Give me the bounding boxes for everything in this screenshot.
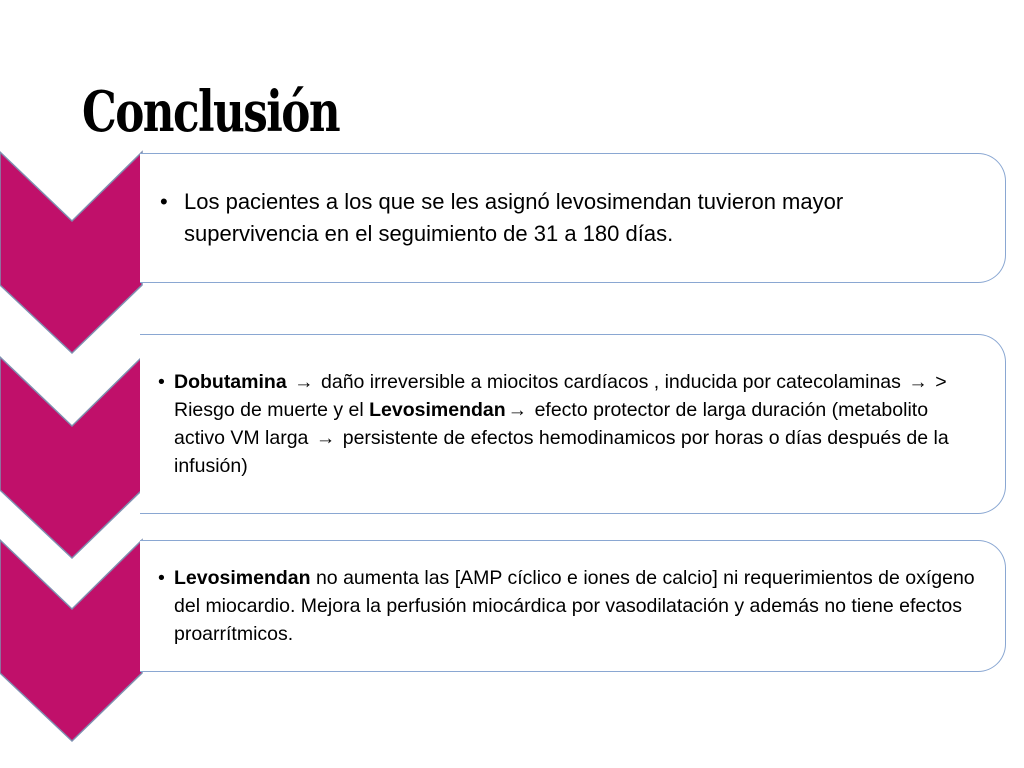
term-levosimendan: Levosimendan [174,567,311,589]
step-2-part-1: daño irreversible a miocitos cardíacos , inducida por catecolaminas [315,371,907,393]
step-2-part-3: efecto protector de larga duración (metabolito activo VM larga [174,399,929,449]
chevron-step-2 [0,357,142,558]
bullet-item [140,368,1005,480]
slide-title: Conclusión [82,79,340,145]
step-1-text [184,186,981,250]
bullet-point: • [160,189,168,214]
chevron-step-3 [0,540,142,741]
bullet-item [140,186,1005,250]
right-arrow-icon: → [908,371,928,393]
bullet-item [140,564,1005,648]
bullet-point: • [158,371,165,393]
step-card-1 [140,153,1006,283]
step-3-text [174,564,981,648]
term-levosimendan: Levosimendan [369,399,506,421]
term-dobutamina: Dobutamina [174,371,287,393]
step-card-2 [140,334,1006,514]
right-arrow-icon: → [315,427,336,449]
step-2-part-4: persistente de efectos hemodinamicos por horas o días después de la infusión) [174,427,949,477]
step-1-sentence: Los pacientes a los que se les asignó levosimendan tuvieron mayor supervivencia en el seguimiento de 31 a 180 días. [184,189,844,246]
right-arrow-icon: → [507,399,528,421]
right-arrow-icon: → [294,371,314,393]
step-2-text [174,368,981,480]
step-card-3 [140,540,1006,672]
bullet-point: • [158,567,165,589]
chevron-step-1 [0,152,142,353]
step-2-part-2: > Riesgo de muerte y el [174,371,947,421]
step-3-part-1: no aumenta las [AMP cíclico e iones de calcio] ni requerimientos de oxígeno del miocardio. Mejora la perfusión miocárdica por vasodilatación y además no tiene efectos proarrítmicos. [174,567,975,645]
